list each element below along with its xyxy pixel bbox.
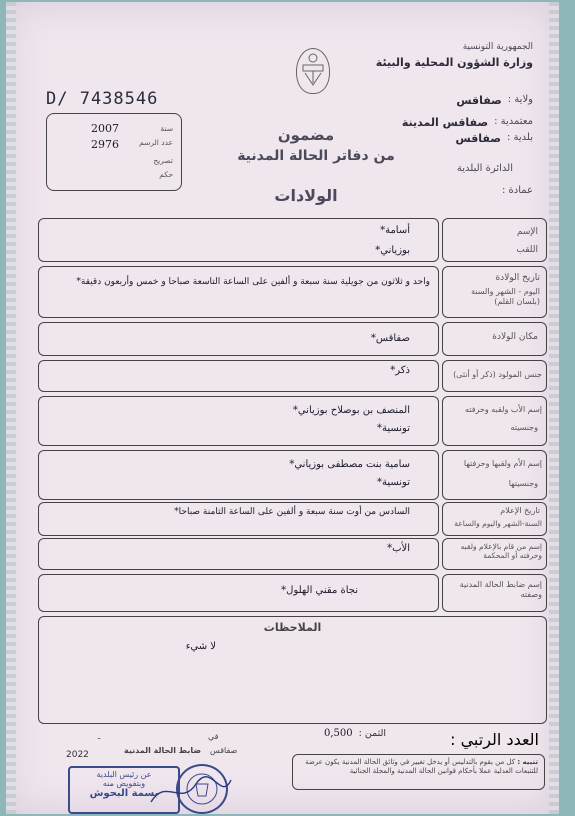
birthdate-label: تاريخ الولادة bbox=[495, 273, 540, 283]
governorate-label: ولاية : bbox=[507, 94, 533, 105]
birthplace-label-box bbox=[442, 322, 547, 356]
left-border bbox=[6, 2, 16, 814]
mother-label-2: وجنسيتها bbox=[508, 479, 538, 488]
district-row bbox=[383, 156, 513, 175]
date-on-label: في bbox=[208, 732, 219, 741]
register-year-value: 2007 bbox=[91, 122, 119, 135]
serial-number: D/ 7438546 bbox=[46, 89, 159, 109]
father-value: المنصف بن بوصلاح بوزياني* bbox=[292, 405, 410, 416]
sex-value: ذكر* bbox=[390, 365, 410, 376]
declarant-value-box bbox=[38, 538, 439, 570]
declaration-date-label: تاريخ الإعلام bbox=[500, 506, 540, 515]
sex-label: جنس المولود (ذكر أو أنثى) bbox=[453, 370, 542, 379]
name-value-box bbox=[38, 218, 439, 262]
birthplace-value: صفاقس* bbox=[370, 333, 410, 344]
governorate-value: صفاقس bbox=[456, 94, 502, 107]
register-year-label: سنة bbox=[160, 124, 173, 133]
signature-icon bbox=[146, 772, 236, 812]
legal-warning-note bbox=[292, 754, 545, 790]
header-block bbox=[373, 42, 533, 69]
birthdate-sub-label: اليوم - الشهر والسنة (بلسان القلم) bbox=[471, 287, 540, 306]
birthdate-value: واحد و ثلاثون من جويلية سنة سبعة و ألفين على الساعة التاسعة صباحا و خمس وأربعون دقيقة* bbox=[76, 277, 430, 287]
father-value-box bbox=[38, 396, 439, 446]
register-declaration-label: تصريح bbox=[153, 156, 173, 165]
mother-value: سامية بنت مصطفى بوزياني* bbox=[289, 459, 410, 470]
municipality-row bbox=[383, 132, 533, 145]
declarant-label-box bbox=[442, 538, 547, 570]
father-label-box bbox=[442, 396, 547, 446]
officer-label: إسم ضابط الحالة المدنية وصفته bbox=[459, 580, 542, 599]
delegation-row bbox=[383, 116, 533, 129]
declarant-label: إسم من قام بالإعلام ولقبه وحرفته أو المحكمة bbox=[460, 542, 542, 561]
officer-label-box bbox=[442, 574, 547, 612]
sex-label-box bbox=[442, 360, 547, 392]
birthdate-label-box bbox=[442, 266, 547, 318]
sex-value-box bbox=[38, 360, 439, 392]
stamp-line-3: بسمة البحوش bbox=[89, 788, 159, 799]
declaration-date-value: السادس من أوت سنة سبعة و ألفين على الساعة الثامنة صباحا* bbox=[174, 507, 410, 517]
remarks-value: لا شيء bbox=[185, 641, 216, 652]
fee-value: 0,500 bbox=[324, 728, 353, 739]
register-number-value: 2976 bbox=[91, 138, 119, 151]
birthplace-value-box bbox=[38, 322, 439, 356]
declaration-date-sub: السنة-الشهر واليوم والساعة bbox=[454, 519, 542, 528]
title-extract: مضمون bbox=[277, 126, 335, 144]
right-border bbox=[549, 2, 559, 814]
mother-label-box bbox=[442, 450, 547, 500]
governorate-row bbox=[403, 94, 533, 107]
officer-value: نجاة مقني الهلول* bbox=[281, 585, 358, 596]
place-label: صفاقس bbox=[210, 746, 238, 755]
remarks-box bbox=[38, 616, 547, 724]
father-nationality: تونسية* bbox=[376, 423, 410, 434]
delegation-value: صفاقس المدينة bbox=[401, 116, 489, 129]
warning-text: كل من يقوم بالتدليس أو يدخل تغيير في وثائق الحالة المدنية يكون عرضة للتتبعات العدلية عملا بأحكام قوانين الحالة المدنية والمجلة الجنائية bbox=[305, 758, 538, 776]
title-from-registers: من دفاتر الحالة المدنية bbox=[237, 148, 395, 164]
declarant-value: الأب* bbox=[387, 543, 410, 554]
imada-label: عمادة : bbox=[501, 185, 533, 196]
date-year: 2022 bbox=[66, 750, 89, 760]
officer-value-box bbox=[38, 574, 439, 612]
father-label: إسم الأب ولقبه وحرفته bbox=[465, 405, 542, 414]
declaration-date-value-box bbox=[38, 502, 439, 536]
municipality-label: بلدية : bbox=[506, 132, 533, 143]
stamp-line-1: عن رئيس البلدية bbox=[96, 770, 152, 779]
fee-row bbox=[324, 728, 386, 739]
surname-label: اللقب bbox=[516, 245, 538, 255]
father-label-2: وجنسيته bbox=[510, 423, 538, 432]
tunisia-emblem-icon bbox=[296, 48, 330, 94]
mother-nationality: تونسية* bbox=[376, 477, 410, 488]
register-number-label: عدد الرسم bbox=[139, 138, 173, 147]
birthdate-value-box bbox=[38, 266, 439, 318]
declaration-date-label-box bbox=[442, 502, 547, 536]
birthplace-label: مكان الولادة bbox=[492, 332, 538, 342]
mother-label: إسم الأم ولقبها وحرفتها bbox=[463, 459, 542, 468]
warning-prefix: تنبيه : bbox=[517, 758, 538, 766]
imada-row bbox=[403, 178, 533, 197]
remarks-title: الملاحظات bbox=[263, 621, 322, 634]
delegation-label: معتمدية : bbox=[494, 116, 533, 127]
register-box bbox=[46, 113, 182, 191]
register-judgment-label: حكم bbox=[159, 170, 173, 179]
name-label: الإسم bbox=[516, 227, 538, 237]
order-number-label: العدد الرتبي : bbox=[450, 730, 539, 749]
ministry-label: وزارة الشؤون المحلية والبيئة bbox=[375, 56, 533, 69]
fee-label: الثمن : bbox=[358, 728, 386, 739]
officer-title: ضابط الحالة المدنية bbox=[124, 746, 202, 755]
republic-label: الجمهورية التونسية bbox=[462, 42, 533, 52]
mother-value-box bbox=[38, 450, 439, 500]
stamp-line-2: وبتفويض منه bbox=[102, 779, 146, 788]
title-births: الولادات bbox=[274, 186, 338, 205]
surname-value: بوزياني* bbox=[375, 245, 410, 256]
district-label: الدائرة البلدية bbox=[456, 163, 513, 174]
name-value: أسامة* bbox=[380, 225, 410, 236]
place-on-label-dash: ـ bbox=[98, 732, 101, 741]
name-label-box bbox=[442, 218, 547, 262]
municipality-value: صفاقس bbox=[455, 132, 501, 145]
document-paper bbox=[6, 2, 559, 814]
